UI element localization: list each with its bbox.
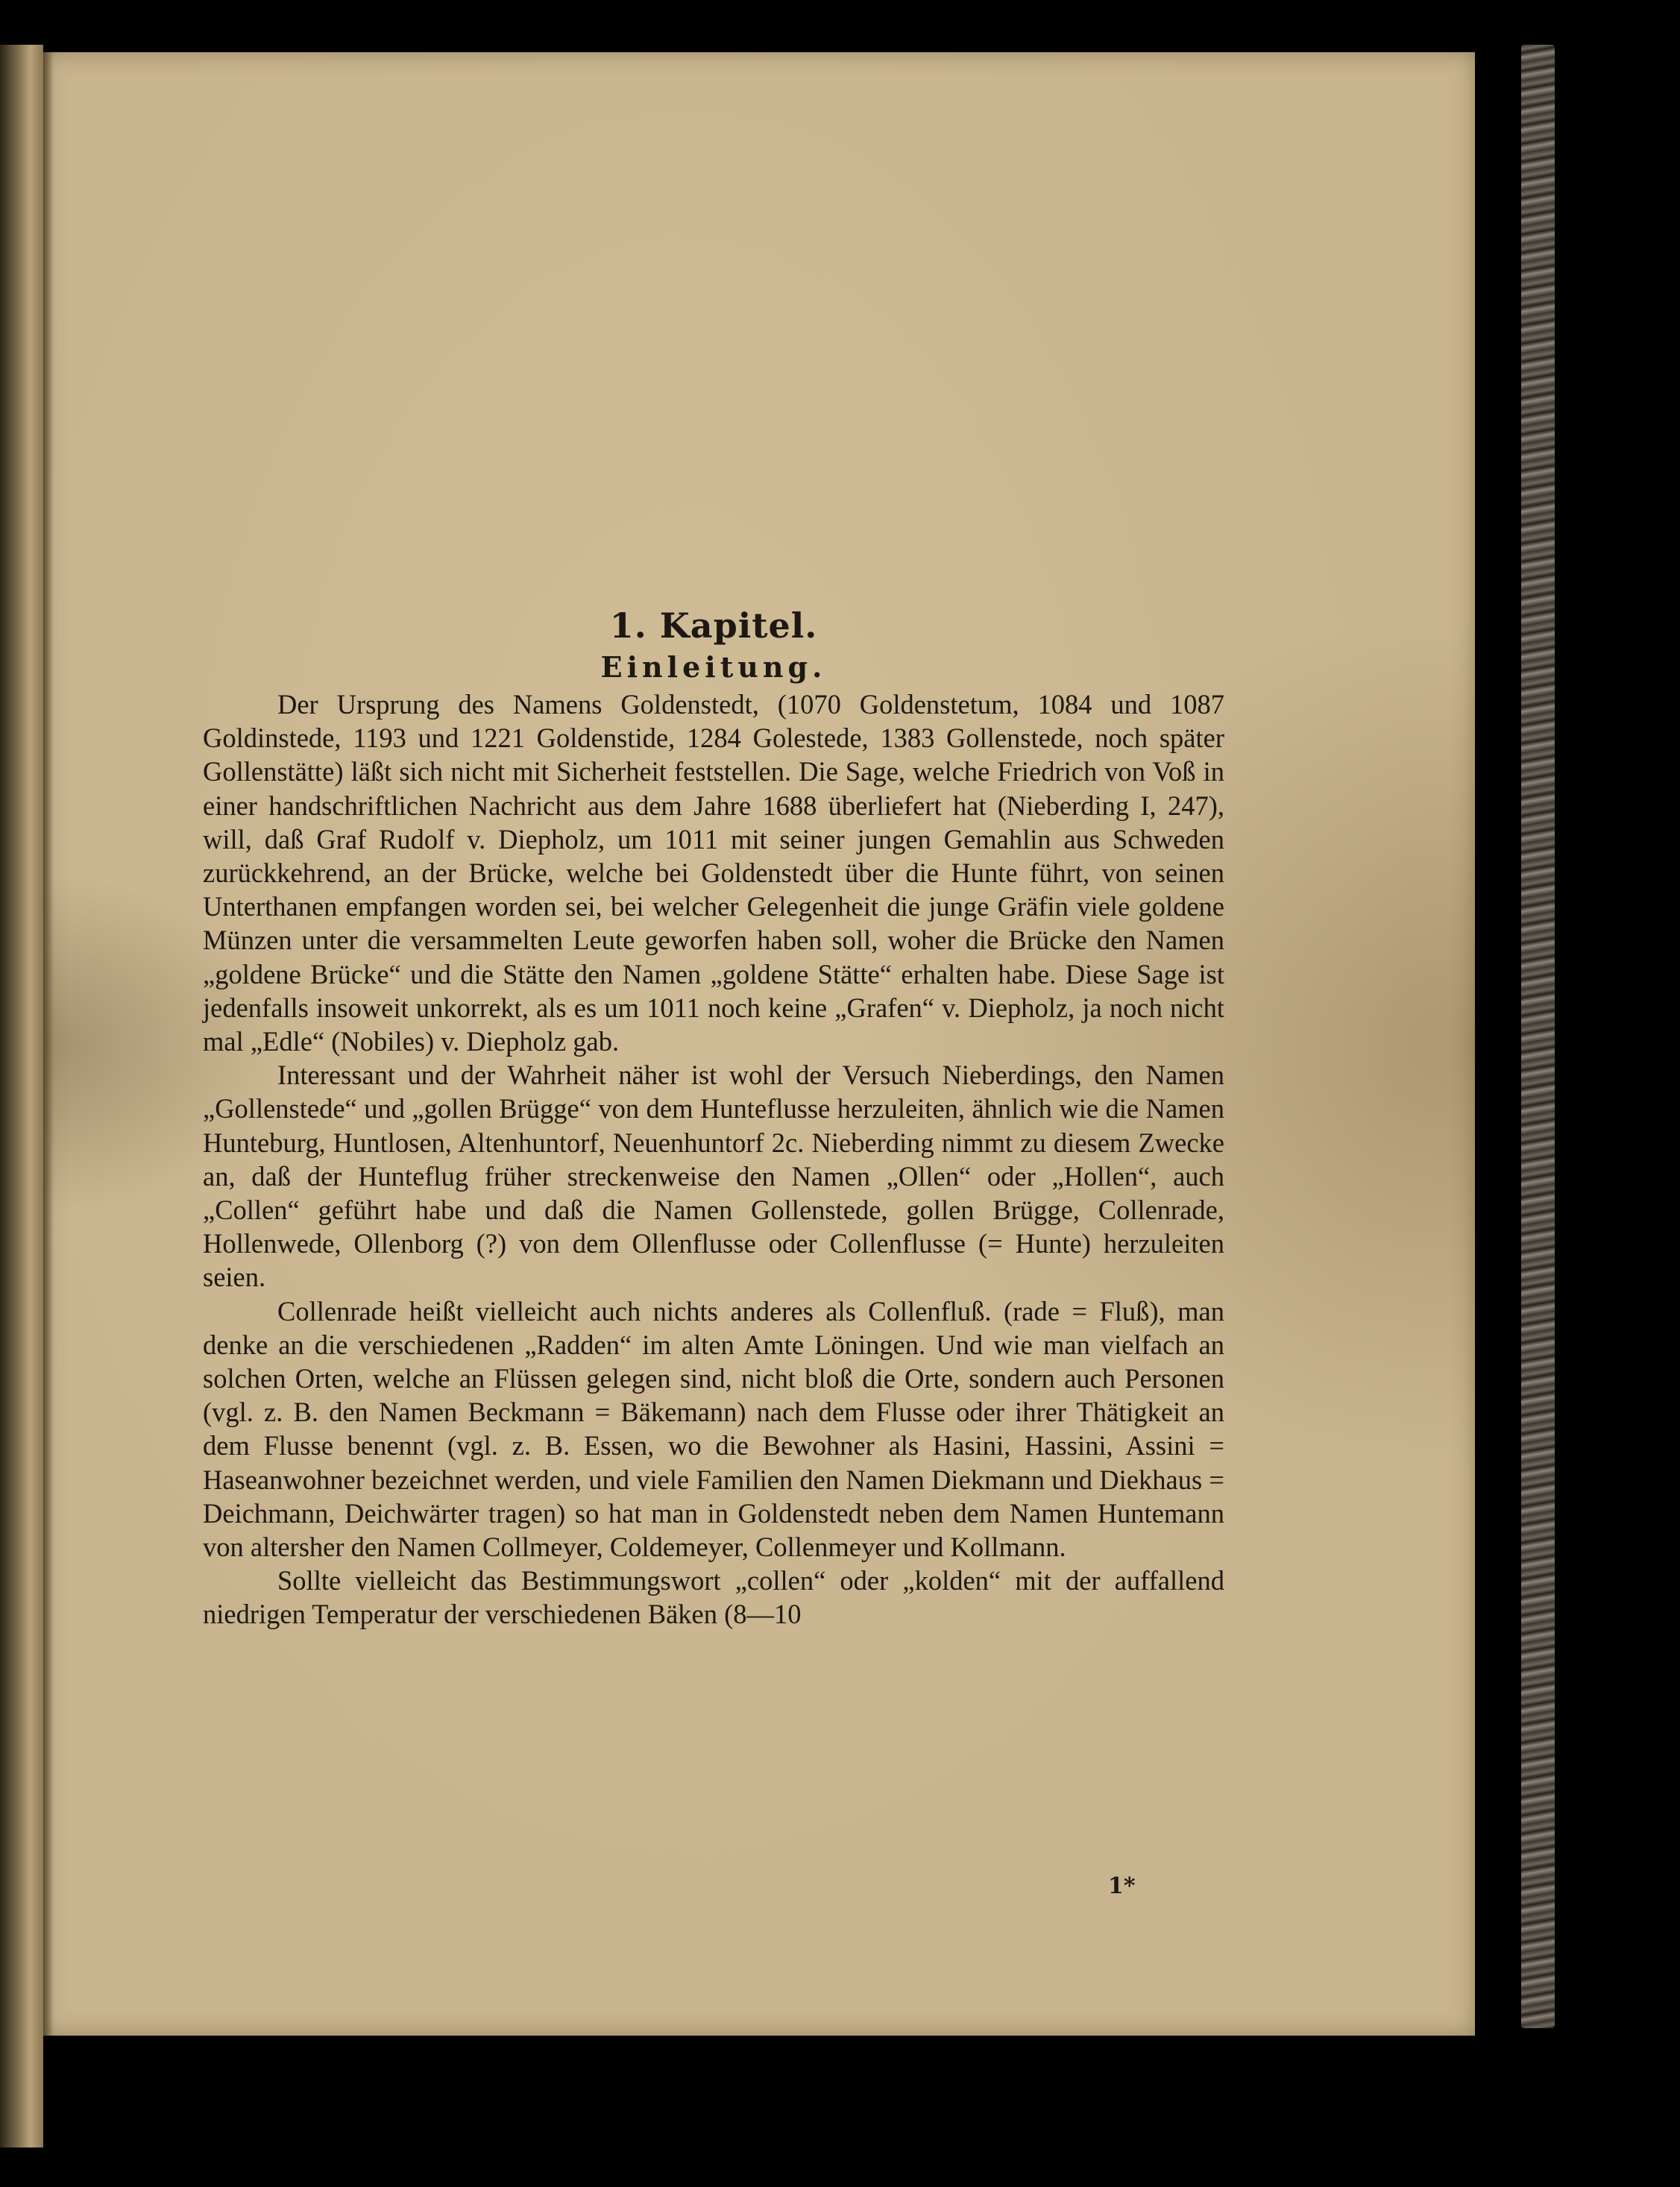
paragraph-1: Der Ursprung des Namens Goldenstedt, (1070 Goldenstetum, 1084 und 1087 Goldinstede, 1193 und 1221 Goldenstide, 1284 Golestede, 1383 Gollenstede, noch später Gollenstätte) läßt sich nicht mit Sicherheit feststellen. Die Sage, welche Friedrich von Voß in einer handschriftlichen Nachricht aus dem Jahre 1688 überliefert hat (Nieberding I, 247), will, daß Graf Rudolf v. Diepholz, um 1011 mit seiner jungen Gemahlin aus Schweden zurückkehrend, an der Brücke, welche bei Goldenstedt über die Hunte führt, von seinen Unterthanen empfangen worden sei, bei welcher Gelegenheit die junge Gräfin viele goldene Münzen unter die versammelten Leute geworfen haben soll, woher die Brücke den Namen „goldene Brücke“ und die Stätte den Namen „goldene Stätte“ erhalten habe. Diese Sage ist jedenfalls insoweit unkorrekt, als es um 1011 noch keine „Grafen“ v. Diepholz, ja noch nicht mal „Edle“ (Nobiles) v. Diepholz gab. [203, 689, 1224, 1057]
chapter-title: Einleitung. [600, 650, 827, 684]
marbled-cover-edge [1521, 45, 1555, 2028]
paragraph-4: Sollte vielleicht das Bestimmungswort „collen“ oder „kolden“ mit der auffallend niedrigen Temperatur der verschiedenen Bäken (8—10 [203, 1565, 1224, 1630]
paragraph-2: Interessant und der Wahrheit näher ist wohl der Versuch Nieberdings, den Namen „Gollenstede“ und „gollen Brügge“ von dem Hunteflusse herzuleiten, ähnlich wie die Namen Hunteburg, Huntlosen, Altenhuntorf, Neuenhuntorf 2c. Nieberding nimmt zu diesem Zwecke an, daß der Hunteflug früher streckenweise den Namen „Ollen“ oder „Hollen“, auch „Collen“ geführt habe und daß die Namen Gollenstede, gollen Brügge, Collenrade, Hollenwede, Ollenborg (?) von dem Ollenflusse oder Collenflusse (= Hunte) herzuleiten seien. [203, 1060, 1224, 1293]
page-gutter [43, 52, 54, 2036]
page-text [203, 604, 1224, 1631]
page-number: 1* [1108, 1873, 1136, 1899]
paragraph-3: Collenrade heißt vielleicht auch nichts anderes als Collenfluß. (rade = Fluß), man denke an die verschiedenen „Radden“ im alten Amte Löningen. Und wie man vielfach an solchen Orten, welche an Flüssen gelegen sind, nicht bloß die Orte, sondern auch Personen (vgl. z. B. den Namen Beckmann = Bäkemann) nach dem Flusse oder ihrer Thätigkeit an dem Flusse benennt (vgl. z. B. Essen, wo die Bewohner als Hasini, Hassini, Assini = Haseanwohner bezeichnet werden, und viele Familien den Namen Diekmann und Diekhaus = Deichmann, Deichwärter tragen) so hat man in Goldenstedt neben dem Namen Huntemann von altersher den Namen Collmeyer, Coldemeyer, Collenmeyer und Kollmann. [203, 1295, 1224, 1563]
chapter-heading: 1. Kapitel. [609, 605, 818, 646]
book-binding [0, 45, 43, 2147]
